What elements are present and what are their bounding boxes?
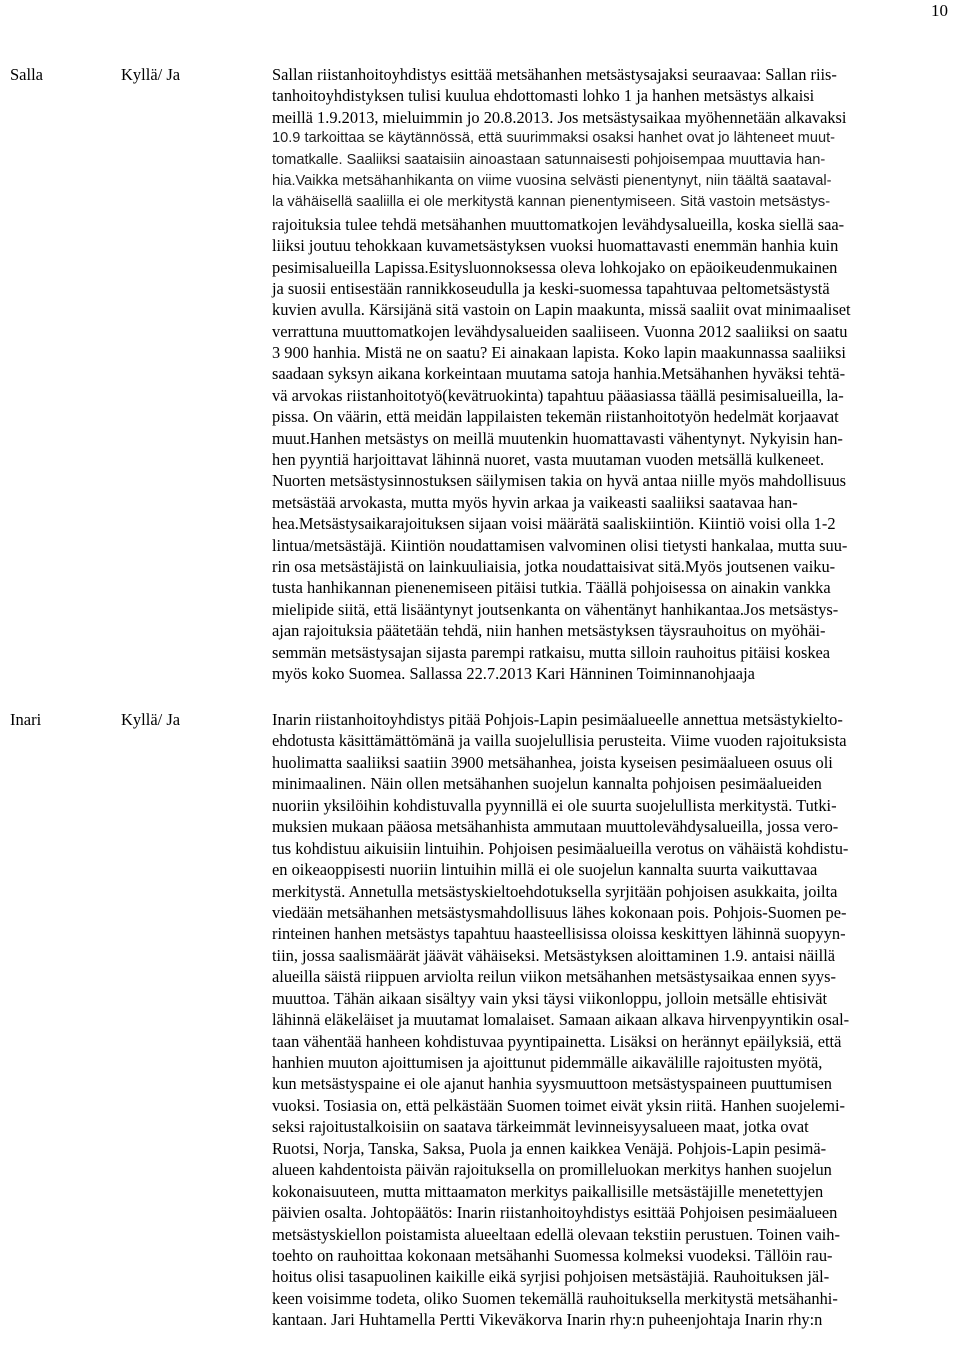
text-line: rin osa metsästäjistä on lainkuuliaisia, jotka noudattaisivat sitä.Myös joutsenen vaiku- [272, 556, 836, 576]
text-line: mielipide siitä, että lisääntynyt joutsenkanta on vähentänyt hanhikantaa.Jos metsästys- [272, 599, 839, 619]
text-line: tiin, jossa saalismäärät jäävät vähäiseksi. Metsästyksen aloittaminen 1.9. antaisi näillä [272, 945, 836, 965]
text-line: pissa. On väärin, että meidän lappilaisten tekemän riistanhoitotyön hedelmät korjaavat [272, 407, 839, 427]
text-line: ja suosii entisestään rannikkoseudulla ja keski-suomessa tapahtuvaa peltometsästystä [272, 278, 830, 298]
text-line: Nuorten metsästysinnostuksen säilymisen takia on hyvä antaa niille myös mahdollisuus [272, 471, 847, 491]
text-line: rajoituksia tulee tehdä metsähanhen muuttomatkojen levähdysalueilla, koska siellä saa- [272, 214, 845, 234]
page-number: 10 [931, 1, 948, 20]
text-line: hoitus olisi tasapuolinen kaikille eikä syrjisi pohjoisen metsästäjiä. Rauhoituksen jäl- [272, 1267, 830, 1287]
text-line: kun metsästyspaine ei ole ajanut hanhia syysmuuttoon metsästyspaineen puuttumisen [272, 1074, 832, 1094]
text-line: toehto on rauhoittaa kokonaan metsähanhi Suomessa kolmeksi vuodeksi. Tällöin rau- [272, 1245, 833, 1265]
text-line: en oikeaoppisesti nuoriin lintuihin millä ei ole suojelun kannalta suurta vaikuttavaa [272, 860, 818, 880]
answer-cell: Kyllä/ Ja [121, 65, 181, 84]
text-line: meillä 1.9.2013, mieluimmin jo 20.8.2013. Jos metsästysaikaa myöhennetään alkavaksi [272, 107, 847, 127]
text-line: myös koko Suomea. Sallassa 22.7.2013 Kari Hänninen Toiminnanohjaaja [272, 663, 755, 683]
text-line: viedään metsähanhen metsästysmahdollisuus lähes kokonaan pois. Pohjois-Suomen pe- [272, 902, 847, 922]
municipality-cell: Inari [10, 710, 42, 729]
text-line: vuoksi. Tosiasia on, että pelkästään Suomen toimet eivät yksin riitä. Hanhen suojelemi- [272, 1095, 846, 1115]
text-line: muksien mukaan pääosa metsähanhista ammutaan muuttolevähdysalueilla, jossa vero- [272, 817, 839, 837]
text-line: liiksi joutuu tehokkaan kuvametsästyksen vuoksi huomattavasti enemmän hanhia kuin [272, 236, 839, 256]
text-line: keen voisimme todeta, oliko Suomen tekemällä rauhoituksella merkitystä metsähanhi- [272, 1288, 838, 1308]
text-line: kuvien avulla. Kärsijänä sitä vastoin on Lapin maakunta, missä saaliit ovat minimaaliset [272, 300, 851, 320]
text-line: lintua/metsästäjä. Kiintiön noudattamisen valvominen olisi tietysti hankalaa, mutta suu- [272, 535, 848, 555]
text-line: semmän metsästysajan sijasta parempi ratkaisu, mutta silloin rauhoitus pitäisi koskea [272, 642, 831, 662]
municipality-cell: Salla [10, 65, 43, 84]
text-line [272, 1331, 952, 1352]
text-line: seksi rajoitustalkoisiin on saatava tärkeimmät levinneisyysalueen maat, jotka ovat [272, 1117, 809, 1137]
text-line: tomatkalle. Saaliiksi saataisiin ainoastaan satunnaisesti pohjoisempaa muuttavia han- [272, 151, 826, 168]
text-line: ajan rajoituksia päätetään tehdä, niin hanhen metsästyksen täysrauhoitus on myöhäi- [272, 621, 826, 641]
text-line: tus kohdistuu aikuisiin lintuihin. Pohjoisen pesimäalueilla verotus on vähäistä kohdistu- [272, 838, 849, 858]
text-line: rinteinen hanhen metsästys tapahtuu haasteellisissa oloissa keskittyen lähinnä suopyyn- [272, 924, 846, 944]
text-line: ehdotusta käsittämättömänä ja vailla suojelullisia perusteita. Viime vuoden rajoituksista [272, 731, 847, 751]
text-line: hea.Metsästysaikarajoituksen sijaan voisi määrätä saaliskiintiön. Kiintiö voisi olla 1-2 [272, 514, 836, 534]
text-line: merkitystä. Annetulla metsästyskieltoehdotuksella syrjitään pohjoisen asukkaita, joilta [272, 881, 838, 901]
text-line: vä arvokas riistanhoitotyö(kevätruokinta) tapahtuu pääasiassa täällä pesimisalueilla, la- [272, 385, 844, 405]
answer-cell: Kyllä/ Ja [121, 710, 181, 729]
text-line: muuttoa. Tähän aikaan sisältyy vain yksi täysi viikonloppu, jolloin metsälle ehtisivät [272, 988, 828, 1008]
text-line: nuoriin yksilöihin kohdistuvalla pyynnillä ei ole suurta suojelullista merkitystä. Tutki- [272, 795, 837, 815]
text-line: metsästyskiellon poistamista alueeltaan edellä olevaan tekstiin perustuen. Toinen vaih- [272, 1224, 840, 1244]
text-line: Ruotsi, Norja, Tanska, Saksa, Puola ja ennen kaikkea Venäjä. Pohjois-Lapin pesimä- [272, 1138, 827, 1158]
text-line: päivien osalta. Johtopäätös: Inarin riistanhoitoyhdistys esittää Pohjoisen pesimäalueen [272, 1203, 838, 1223]
text-line: la vähäisellä saaliilla ei ole merkitystä kannan pienentymiseen. Sitä vastoin metsästys- [272, 194, 831, 211]
text-line: minimaalinen. Näin ollen metsähanhen suojelun kannalta pohjoisen pesimäalueiden [272, 774, 822, 794]
text-line: metsästää arvokasta, mutta myös hyvin arkaa ja vaikeasti saaliiksi saatavaa han- [272, 492, 798, 512]
text-line: Sallan riistanhoitoyhdistys esittää metsähanhen metsästysajaksi seuraavaa: Sallan riis- [272, 65, 837, 84]
text-line: pesimisalueilla Lapissa.Esitysluonnoksessa oleva lohkojako on epäoikeudenmukainen [272, 257, 838, 277]
statement-text [272, 709, 952, 1352]
text-line: kantaan. Jari Huhtamella Pertti Vikeväkorva Inarin rhy:n puheenjohtaja Inarin rhy:n [272, 1310, 823, 1330]
text-line: tusta hanhikannan pienenemiseen pitäisi tutkia. Täällä pohjoisessa on ainakin vankka [272, 578, 831, 598]
text-line: alueen kahdentoista päivän rajoituksella on promilleluokan merkitys hanhen suojelun [272, 1160, 832, 1180]
text-line: 3 900 hanhia. Mistä ne on saatu? Ei ainakaan lapista. Koko lapin maakunnassa saaliiksi [272, 343, 846, 363]
statement-text [272, 64, 952, 684]
text-line: verrattuna muuttomatkojen levähdysalueiden saaliiseen. Vuonna 2012 saaliiksi on saatu [272, 321, 848, 341]
text-line: tanhoitoyhdistyksen tulisi kuulua ehdottomasti lohko 1 ja hanhen metsästys alkaisi [272, 86, 815, 106]
text-line: kokonaisuuteen, mutta mittaamaton merkitys paikallisille metsästäjille menetettyjen [272, 1181, 824, 1201]
text-line: saadaan syksyn aikana korkeintaan muutama satoja hanhia.Metsähanhen hyväksi tehtä- [272, 364, 846, 384]
text-line: hia.Vaikka metsähanhikanta on viime vuosina selvästi pienentynyt, niin täältä saataval- [272, 172, 832, 189]
text-line: 10.9 tarkoittaa se käytännössä, että suurimmaksi osaksi hanhet ovat jo lähteneet muut- [272, 130, 835, 147]
text-line: Inarin riistanhoitoyhdistys pitää Pohjois-Lapin pesimäalueelle annettua metsästykielto- [272, 710, 843, 729]
text-line: alueilla säistä riippuen arviolta reilun viikon metsähanhen metsästysaikaa ennen syys- [272, 967, 836, 987]
text-line: hen pyyntiä harjoittavat lähinnä nuoret, vasta muutaman vuoden metsällä kulkeneet. [272, 450, 825, 470]
text-line: taan vähentää hanheen kohdistuvaa pyyntipainetta. Lisäksi on herännyt epäilyksiä, että [272, 1031, 842, 1051]
text-line: hanhien muuton ajoittumisen ja ajoittunut pidemmälle aikavälille rajoitusten myötä, [272, 1053, 823, 1072]
text-line: muut.Hanhen metsästys on meillä muutenkin huomattavasti vähentynyt. Nykyisin han- [272, 428, 843, 448]
text-line: huolimatta saaliiksi saatiin 3900 metsähanhea, joista kyseisen pesimäalueen osuus oli [272, 752, 833, 772]
text-line: lähinnä eläkeläiset ja muutamat lomalaiset. Samaan aikaan alkava hirvenpyyntikin osal- [272, 1010, 850, 1030]
